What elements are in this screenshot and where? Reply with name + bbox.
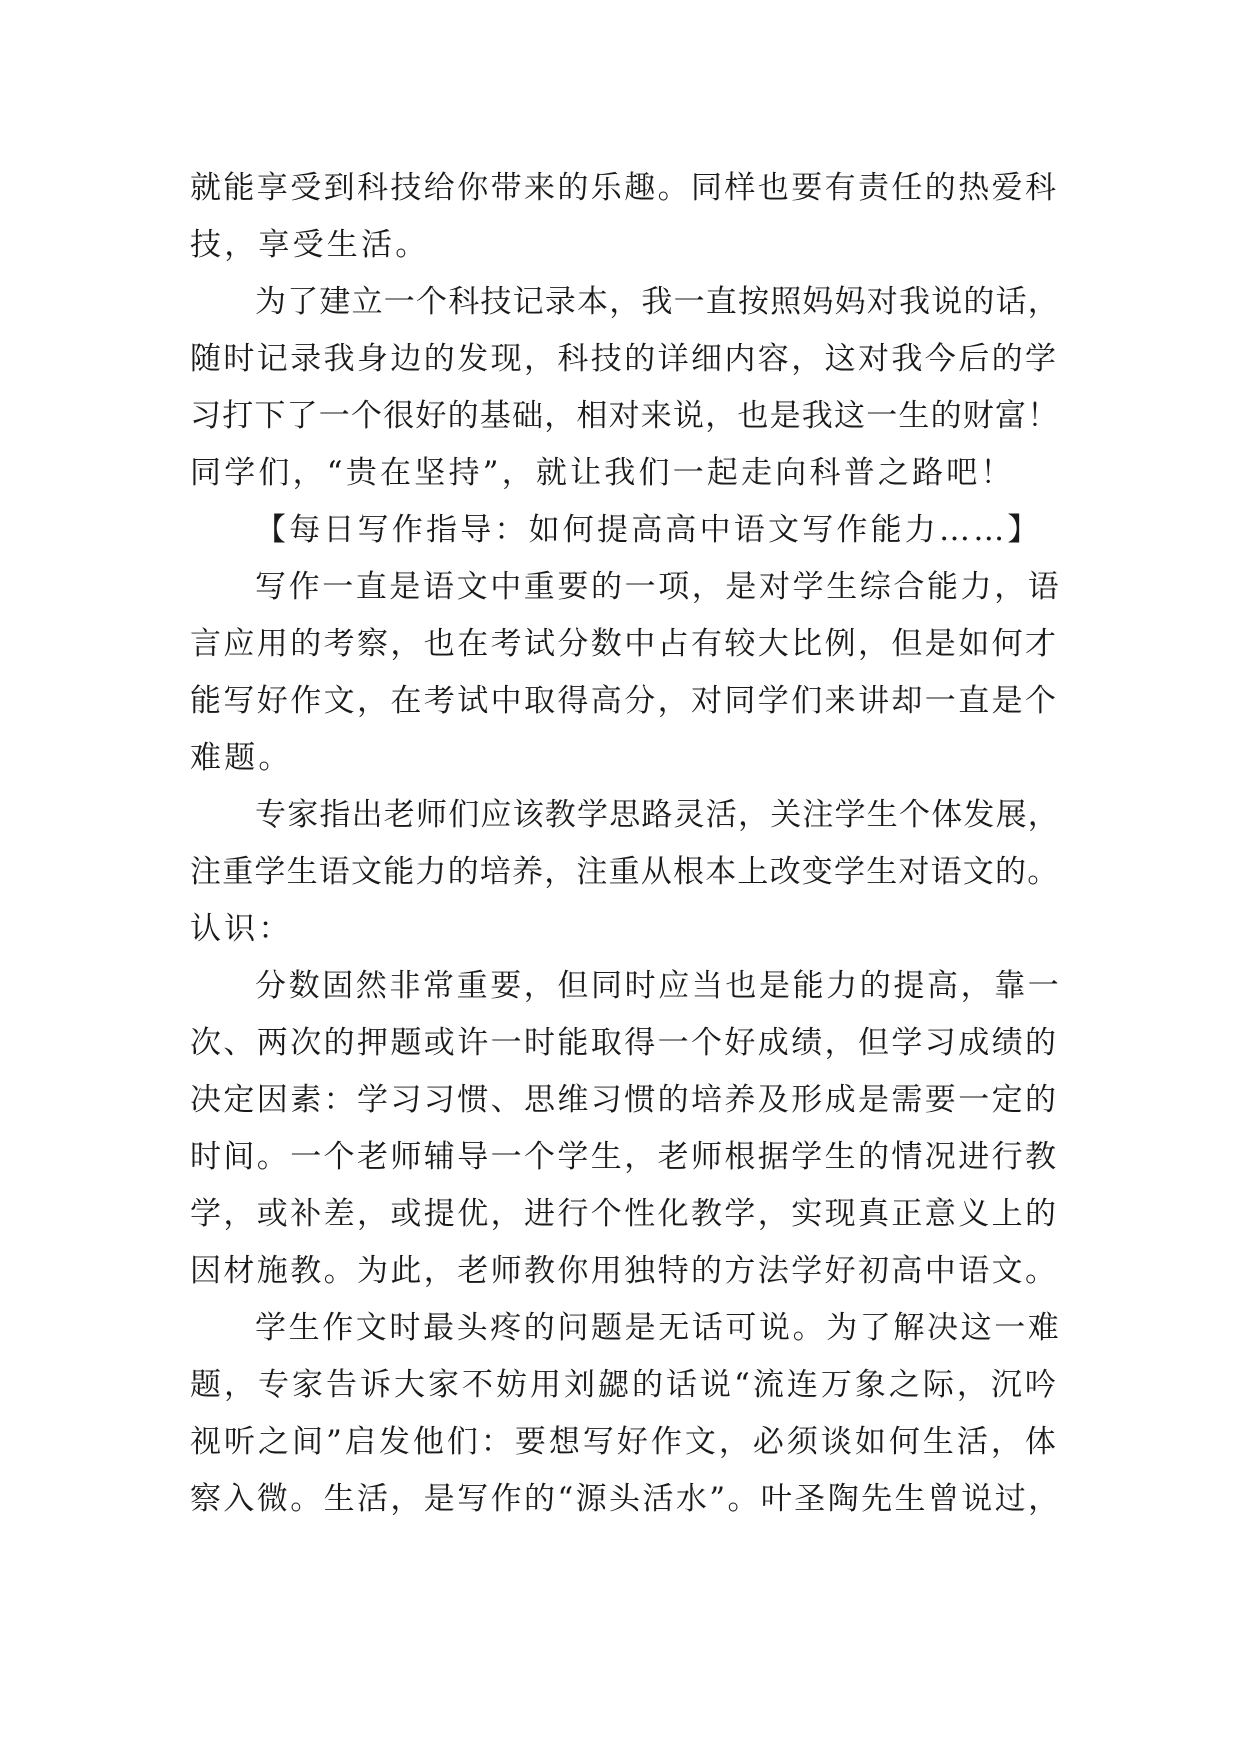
section-heading: 【每日写作指导：如何提高高中语文写作能力……】	[255, 512, 1042, 548]
text-line: 时间。一个老师辅导一个学生，老师根据学生的情况进行教	[190, 1139, 1059, 1175]
paragraph-start: 为了建立一个科技记录本，我一直按照妈妈对我说的话，	[255, 284, 1060, 320]
text-line: 难题。	[190, 740, 293, 776]
text-line: 因材施教。为此，老师教你用独特的方法学好初高中语文。	[190, 1253, 1059, 1289]
text-line: 视听之间”启发他们：要想写好作文，必须谈如何生活，体	[190, 1424, 1059, 1460]
text-line: 就能享受到科技给你带来的乐趣。同样也要有责任的热爱科	[190, 170, 1059, 206]
text-line: 注重学生语文能力的培养，注重从根本上改变学生对语文的。	[190, 854, 1060, 890]
paragraph-start: 写作一直是语文中重要的一项，是对学生综合能力，语	[255, 569, 1062, 605]
text-line: 随时记录我身边的发现，科技的详细内容，这对我今后的学	[190, 341, 1059, 377]
text-line: 学，或补差，或提优，进行个性化教学，实现真正意义上的	[190, 1196, 1059, 1232]
text-line: 言应用的考察，也在考试分数中占有较大比例，但是如何才	[190, 626, 1059, 662]
text-line: 认识：	[190, 911, 293, 947]
text-line: 能写好作文，在考试中取得高分，对同学们来讲却一直是个	[190, 683, 1059, 719]
paragraph-start: 分数固然非常重要，但同时应当也是能力的提高，靠一	[255, 968, 1062, 1004]
text-line: 同学们，“贵在坚持”，就让我们一起走向科普之路吧！	[190, 455, 1015, 491]
text-line: 察入微。生活，是写作的“源头活水”。叶圣陶先生曾说过，	[190, 1481, 1062, 1517]
text-line: 决定因素：学习习惯、思维习惯的培养及形成是需要一定的	[190, 1082, 1059, 1118]
paragraph-start: 学生作文时最头疼的问题是无话可说。为了解决这一难	[255, 1310, 1062, 1346]
text-line: 习打下了一个很好的基础，相对来说，也是我这一生的财富！	[190, 398, 1060, 434]
text-line: 题，专家告诉大家不妨用刘勰的话说“流连万象之际，沉吟	[190, 1367, 1059, 1403]
text-line: 次、两次的押题或许一时能取得一个好成绩，但学习成绩的	[190, 1025, 1059, 1061]
text-line: 技，享受生活。	[190, 227, 430, 263]
paragraph-start: 专家指出老师们应该教学思路灵活，关注学生个体发展，	[255, 797, 1060, 833]
